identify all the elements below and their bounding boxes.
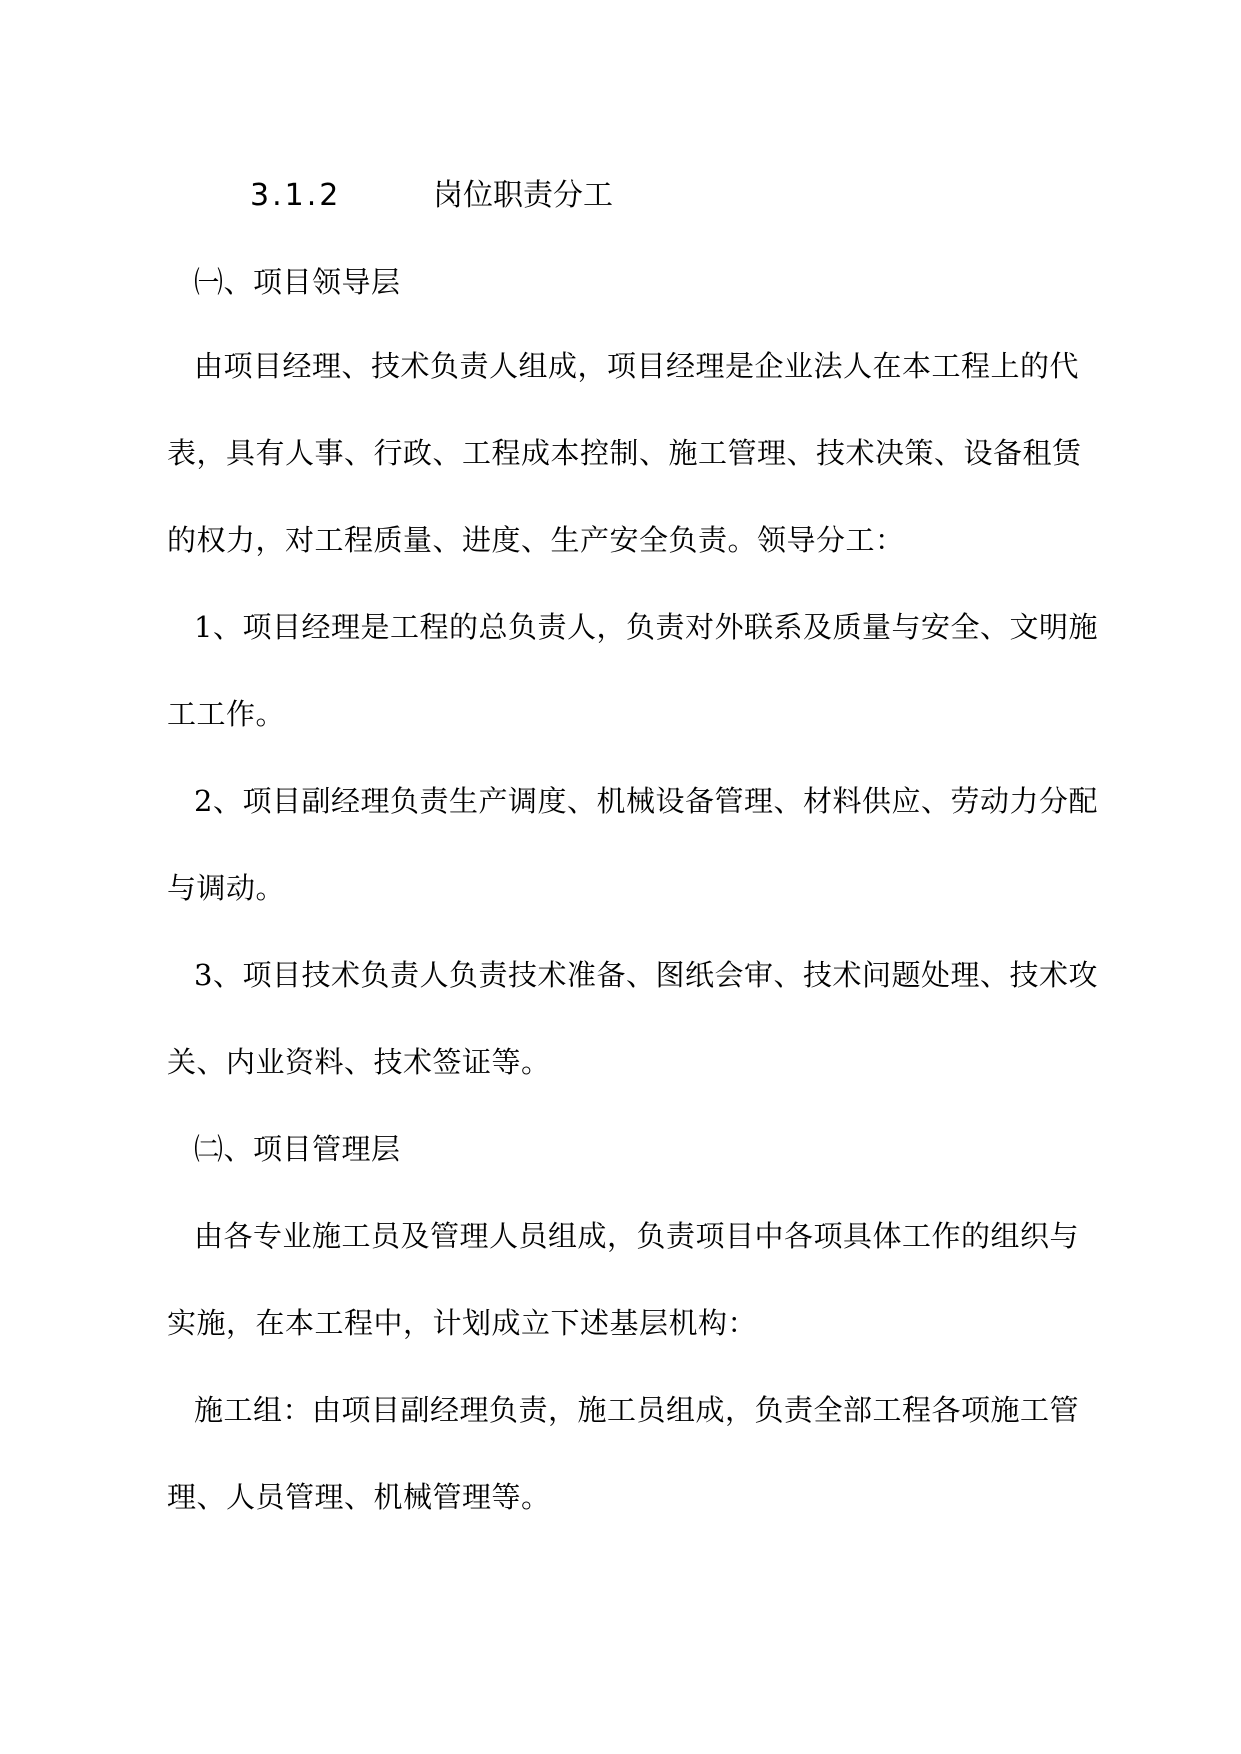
paragraph-line: 2、项目副经理负责生产调度、机械设备管理、材料供应、劳动力分配: [194, 784, 1098, 818]
paragraph-line: 工工作。: [167, 697, 286, 731]
paragraph-line: 由各专业施工员及管理人员组成，负责项目中各项具体工作的组织与: [194, 1219, 1080, 1253]
subsection-heading-leadership: ㈠、项目领导层: [194, 265, 401, 299]
paragraph-line: 实施，在本工程中，计划成立下述基层机构：: [167, 1306, 758, 1340]
section-number: 3.1.2: [250, 178, 342, 213]
paragraph-line: 理、人员管理、机械管理等。: [167, 1480, 551, 1514]
paragraph-line: 3、项目技术负责人负责技术准备、图纸会审、技术问题处理、技术攻: [194, 958, 1098, 992]
section-title: 岗位职责分工: [433, 178, 613, 213]
paragraph-line: 的权力，对工程质量、进度、生产安全负责。领导分工：: [167, 523, 905, 557]
paragraph-line: 1、项目经理是工程的总负责人，负责对外联系及质量与安全、文明施: [194, 610, 1098, 644]
paragraph-line: 施工组：由项目副经理负责，施工员组成，负责全部工程各项施工管: [194, 1393, 1080, 1427]
paragraph-line: 由项目经理、技术负责人组成，项目经理是企业法人在本工程上的代: [194, 349, 1080, 383]
subsection-heading-management: ㈡、项目管理层: [194, 1132, 401, 1166]
paragraph-line: 关、内业资料、技术签证等。: [167, 1045, 551, 1079]
paragraph-line: 表，具有人事、行政、工程成本控制、施工管理、技术决策、设备租赁: [167, 436, 1082, 470]
paragraph-line: 与调动。: [167, 871, 286, 905]
